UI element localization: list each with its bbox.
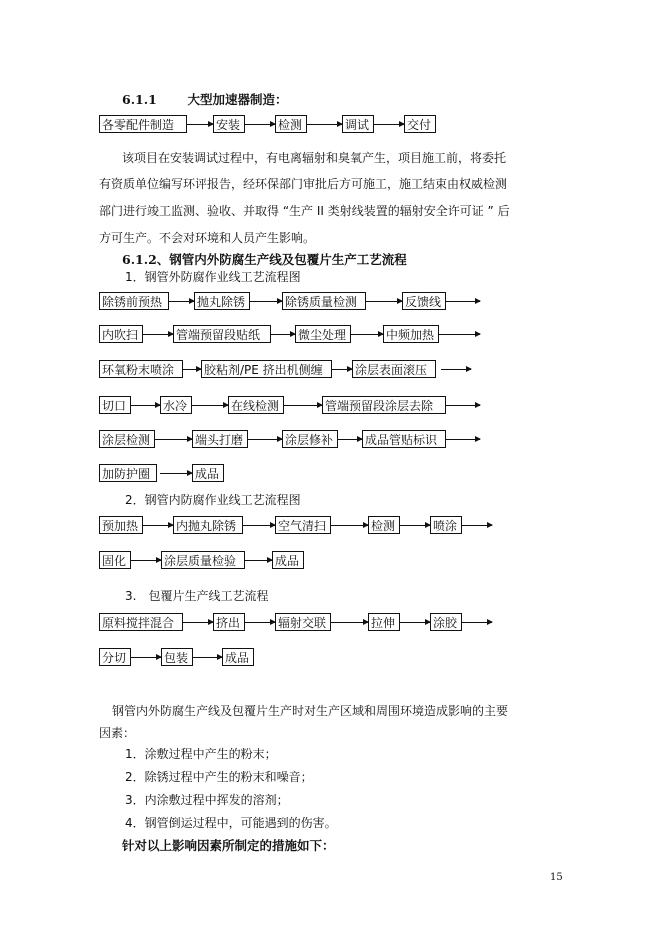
- flow-arrow: [187, 124, 213, 125]
- impact-item: 1．涂敷过程中产生的粉末；: [125, 747, 277, 761]
- flow-arrow: [338, 439, 362, 440]
- flow-arrow: [462, 622, 492, 623]
- flow-arrow: [243, 525, 275, 526]
- flow-arrow: [441, 369, 471, 370]
- impact-intro-line: 钢管内外防腐生产线及包覆片生产时对生产区域和周围环境造成影响的主要: [112, 704, 509, 718]
- paragraph-line: 部门进行竣工监测、验收、并取得 “生产 II 类射线装置的辐射安全许可证 ” 后: [99, 204, 510, 218]
- flow-box: 辐射交联: [275, 613, 331, 631]
- paragraph-line: 有资质单位编写环评报告，经环保部门审批后方可施工，施工结束由权威检测: [99, 177, 508, 191]
- flow-box: 管端预留段涂层去除: [322, 396, 446, 414]
- flow-box: 各零配件制造: [99, 115, 187, 133]
- flow-box: 成品: [192, 464, 224, 482]
- flow-box: 微尘处理: [295, 325, 351, 343]
- section-6-1-2-heading: 6.1.2、钢管内外防腐生产线及包覆片生产工艺流程: [122, 252, 407, 267]
- flow-box: 喷涂: [430, 516, 462, 534]
- flow-box: 除锈前预热: [99, 292, 169, 310]
- flow-arrow: [446, 301, 480, 302]
- section-6-1-1-heading: [122, 90, 288, 108]
- flow-box: 成品管贴标识: [362, 430, 446, 448]
- flow-arrow: [245, 622, 275, 623]
- flow-arrow: [284, 405, 322, 406]
- flow-arrow: [131, 560, 161, 561]
- flow-arrow: [183, 369, 201, 370]
- flow-arrow: [374, 124, 404, 125]
- flow-arrow: [192, 405, 228, 406]
- flow-box: 调试: [342, 115, 374, 133]
- flow-box: 在线检测: [228, 396, 284, 414]
- flow-arrow: [439, 334, 480, 335]
- flow-arrow: [143, 525, 173, 526]
- flow-arrow: [351, 334, 383, 335]
- flow-box: 反馈线: [402, 292, 446, 310]
- sub3-title: 3. 包覆片生产线工艺流程: [125, 589, 269, 603]
- flow-box: 挤出: [213, 613, 245, 631]
- flow-box: 涂层修补: [282, 430, 338, 448]
- flow-arrow: [446, 439, 480, 440]
- flow-arrow: [160, 473, 192, 474]
- sub1-title: 1．钢管外防腐作业线工艺流程图: [125, 270, 301, 284]
- flow-arrow: [446, 405, 480, 406]
- flow-arrow: [366, 301, 402, 302]
- flow-box: 管端预留段贴纸: [173, 325, 271, 343]
- flow-box: 包装: [161, 648, 193, 666]
- flow-box: 原料搅拌混合: [99, 613, 183, 631]
- flow-arrow: [332, 369, 352, 370]
- flow-box: 预加热: [99, 516, 143, 534]
- impact-item: 4．钢管倒运过程中，可能遇到的伤害。: [125, 816, 337, 830]
- flow-arrow: [400, 622, 430, 623]
- flow-box: 端头打磨: [192, 430, 248, 448]
- flow-arrow: [331, 622, 368, 623]
- flow-box: 空气清扫: [275, 516, 331, 534]
- flow-box: 拉伸: [368, 613, 400, 631]
- flow-box: 检测: [368, 516, 400, 534]
- flow-box: 内抛丸除锈: [173, 516, 243, 534]
- section-number: 6.1.1: [122, 92, 157, 107]
- paragraph-line: 方可生产。不会对环境和人员产生影响。: [99, 231, 316, 245]
- flow-arrow: [169, 301, 194, 302]
- measures-heading: 针对以上影响因素所制定的措施如下：: [122, 838, 335, 853]
- flow-box: 除锈质量检测: [282, 292, 366, 310]
- flow-box: 中频加热: [383, 325, 439, 343]
- page-number: 15: [550, 872, 563, 883]
- flow-box: 环氧粉末喷涂: [99, 360, 183, 378]
- flow-box: 水冷: [160, 396, 192, 414]
- flow-box: 涂胶: [430, 613, 462, 631]
- flow-box: 内吹扫: [99, 325, 143, 343]
- flow-arrow: [307, 124, 342, 125]
- flow-box: 安装: [213, 115, 245, 133]
- flow-box: 检测: [275, 115, 307, 133]
- flow-box: 成品: [272, 551, 304, 569]
- flow-box: 加防护圈: [99, 464, 157, 482]
- sub2-title: 2．钢管内防腐作业线工艺流程图: [125, 493, 301, 507]
- impact-item: 3．内涂敷过程中挥发的溶剂；: [125, 793, 289, 807]
- flow-box: 涂层表面滚压: [352, 360, 436, 378]
- flow-box: 交付: [404, 115, 436, 133]
- flow-arrow: [462, 525, 492, 526]
- flow-arrow: [155, 439, 192, 440]
- impact-item: 2．除锈过程中产生的粉末和噪音；: [125, 770, 313, 784]
- flow-box: 胶粘剂/PE 挤出机侧缠: [201, 360, 332, 378]
- flow-arrow: [131, 657, 161, 658]
- flow-box: 抛丸除锈: [194, 292, 250, 310]
- flow-arrow: [131, 405, 160, 406]
- flow-arrow: [400, 525, 430, 526]
- flow-arrow: [271, 334, 295, 335]
- flow-box: 切口: [99, 396, 131, 414]
- flow-arrow: [245, 124, 275, 125]
- flow-box: 成品: [222, 648, 254, 666]
- impact-intro-line: 因素：: [99, 726, 136, 740]
- flow-box: 涂层质量检验: [161, 551, 245, 569]
- paragraph-line: 该项目在安装调试过程中，有电离辐射和臭氧产生，项目施工前，将委托: [122, 151, 507, 165]
- flow-box: 分切: [99, 648, 131, 666]
- flow-box: 涂层检测: [99, 430, 155, 448]
- flow-arrow: [331, 525, 368, 526]
- flow-arrow: [193, 657, 222, 658]
- flow-arrow: [183, 622, 213, 623]
- flow-arrow: [250, 301, 282, 302]
- flow-arrow: [143, 334, 173, 335]
- flow-box: 固化: [99, 551, 131, 569]
- section-title: 大型加速器制造：: [187, 92, 288, 107]
- flow-arrow: [245, 560, 272, 561]
- flow-arrow: [248, 439, 282, 440]
